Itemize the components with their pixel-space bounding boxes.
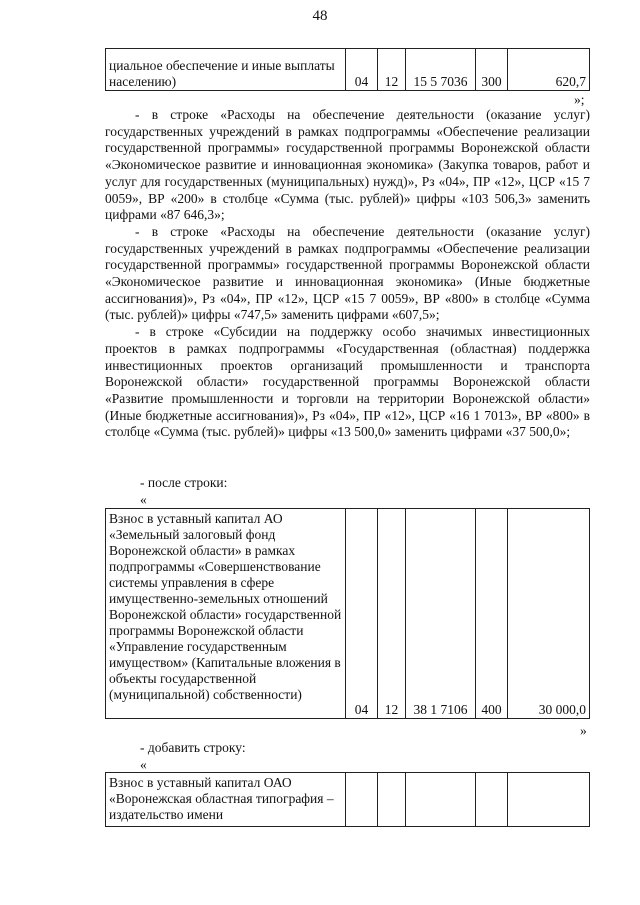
cell-rz bbox=[346, 773, 378, 827]
table-row bbox=[106, 49, 590, 91]
add-row-label: - добавить строку: bbox=[140, 740, 246, 755]
open-quote: « bbox=[140, 757, 147, 772]
cell-sum: 30 000,0 bbox=[508, 509, 590, 719]
cell-csr bbox=[406, 773, 476, 827]
table-row bbox=[106, 509, 590, 719]
cell-pr: 12 bbox=[378, 509, 406, 719]
middle-table bbox=[105, 508, 590, 719]
paragraph: - в строке «Расходы на обеспечение деятельности (оказание услуг) государственных учреждений в рамках подпрограммы «Обеспечение реализации государственной программы» государственной программы Воронежской области «Экономическое развитие и инновационная экономика» (Иные бюджетные ассигнования)», Рз «04», ПР «12», ЦСР «15 7 0059», ВР «800» в столбце «Сумма (тыс. рублей)» цифры «747,5» заменить цифрами «607,5»; bbox=[105, 223, 590, 323]
cell-vr: 300 bbox=[476, 49, 508, 91]
table-row bbox=[106, 773, 590, 827]
open-quote: « bbox=[140, 492, 147, 507]
after-row-label: - после строки: bbox=[140, 475, 228, 490]
cell-vr bbox=[476, 773, 508, 827]
close-quote: » bbox=[580, 723, 587, 738]
paragraph: - в строке «Субсидии на поддержку особо значимых инвестиционных проектов в рамках подпрограммы «Государственная (областная) поддержка инвестиционных проектов организаций промышленности и транспорта Воронежской области» государственной программы Воронежской области «Развитие промышленности и торговли на территории Воронежской области» (Иные бюджетные ассигнования)», Рз «04», ПР «12», ЦСР «16 1 7013», ВР «800» в столбце «Сумма (тыс. рублей)» цифры «13 500,0» заменить цифрами «37 500,0»; bbox=[105, 324, 590, 440]
top-table bbox=[105, 48, 590, 91]
cell-sum bbox=[508, 773, 590, 827]
cell-csr: 38 1 7106 bbox=[406, 509, 476, 719]
row-name: циальное обеспечение и иные выплаты населению) bbox=[106, 49, 346, 91]
page-number: 48 bbox=[312, 8, 328, 24]
cell-rz: 04 bbox=[346, 509, 378, 719]
bottom-table bbox=[105, 772, 590, 827]
cell-pr bbox=[378, 773, 406, 827]
amendment-text bbox=[105, 107, 590, 441]
row-name: Взнос в уставный капитал ОАО «Воронежская областная типография – издательство имени bbox=[106, 773, 346, 827]
close-quote: »; bbox=[574, 92, 585, 107]
cell-rz: 04 bbox=[346, 49, 378, 91]
paragraph: - в строке «Расходы на обеспечение деятельности (оказание услуг) государственных учреждений в рамках подпрограммы «Обеспечение реализации государственной программы» государственной программы Воронежской области «Экономическое развитие и инновационная экономика» (Закупка товаров, работ и услуг для государственных (муниципальных) нужд)», Рз «04», ПР «12», ЦСР «15 7 0059», ВР «200» в столбце «Сумма (тыс. рублей)» цифры «103 506,3» заменить цифрами «87 646,3»; bbox=[105, 107, 590, 223]
row-name: Взнос в уставный капитал АО «Земельный залоговый фонд Воронежской области» в рамках подпрограммы «Совершенствование системы управления в сфере имущественно-земельных отношений Воронежской области» государственной программы Воронежской области «Управление государственным имуществом» (Капитальные вложения в объекты государственной (муниципальной) собственности) bbox=[106, 509, 346, 719]
cell-pr: 12 bbox=[378, 49, 406, 91]
cell-sum: 620,7 bbox=[508, 49, 590, 91]
cell-vr: 400 bbox=[476, 509, 508, 719]
cell-csr: 15 5 7036 bbox=[406, 49, 476, 91]
